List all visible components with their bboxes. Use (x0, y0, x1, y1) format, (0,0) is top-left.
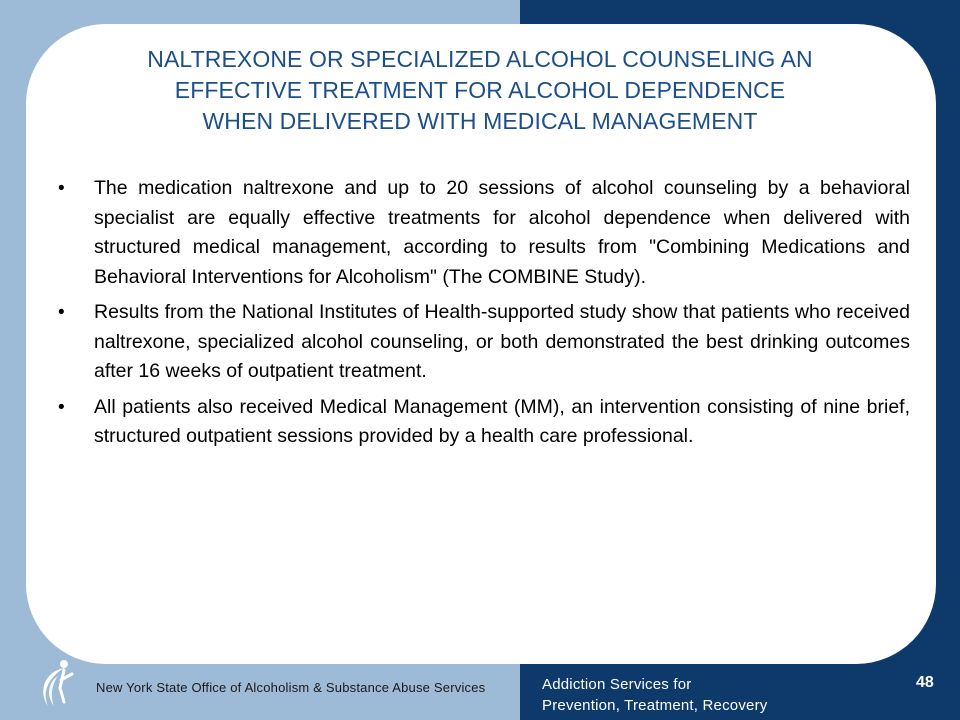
title-line-2: EFFECTIVE TREATMENT FOR ALCOHOL DEPENDENCE (174, 77, 786, 103)
bullet-text: Results from the National Institutes of Health-supported study show that patients who received naltrexone, specialized alcohol counseling, or both demonstrated the best drinking outcomes after 16 weeks of outpatient treatment. (94, 301, 910, 382)
slide-title (40, 44, 920, 137)
title-line-3: WHEN DELIVERED WITH MEDICAL MANAGEMENT (202, 108, 758, 134)
bullet-text: All patients also received Medical Management (MM), an intervention consisting of nine brief, structured outpatient sessions provided by a health care professional. (94, 395, 910, 447)
footer-tagline (542, 674, 767, 716)
bullet-dot: • (58, 302, 65, 323)
oasas-figure-logo-icon (34, 658, 78, 714)
bullet-list (58, 174, 910, 458)
page-number: 48 (916, 674, 934, 691)
bullet-item (58, 393, 910, 452)
bullet-dot: • (58, 178, 65, 199)
footer-tagline-line-1: Addiction Services for (542, 676, 692, 693)
footer-tagline-line-2: Prevention, Treatment, Recovery (542, 697, 768, 714)
bullet-dot: • (58, 396, 65, 418)
title-line-1: NALTREXONE OR SPECIALIZED ALCOHOL COUNSELING AN (147, 46, 813, 72)
footer-organization-name: New York State Office of Alcoholism & Substance Abuse Services (96, 680, 486, 695)
bullet-text: The medication naltrexone and up to 20 sessions of alcohol counseling by a behavioral specialist are equally effective treatments for alcohol dependence when delivered with structured medical management, according to results from "Combining Medications and Behavioral Interventions for Alcoholism" (The COMBINE Study). (94, 177, 910, 288)
bullet-item (58, 298, 910, 387)
bullet-item (58, 174, 910, 292)
